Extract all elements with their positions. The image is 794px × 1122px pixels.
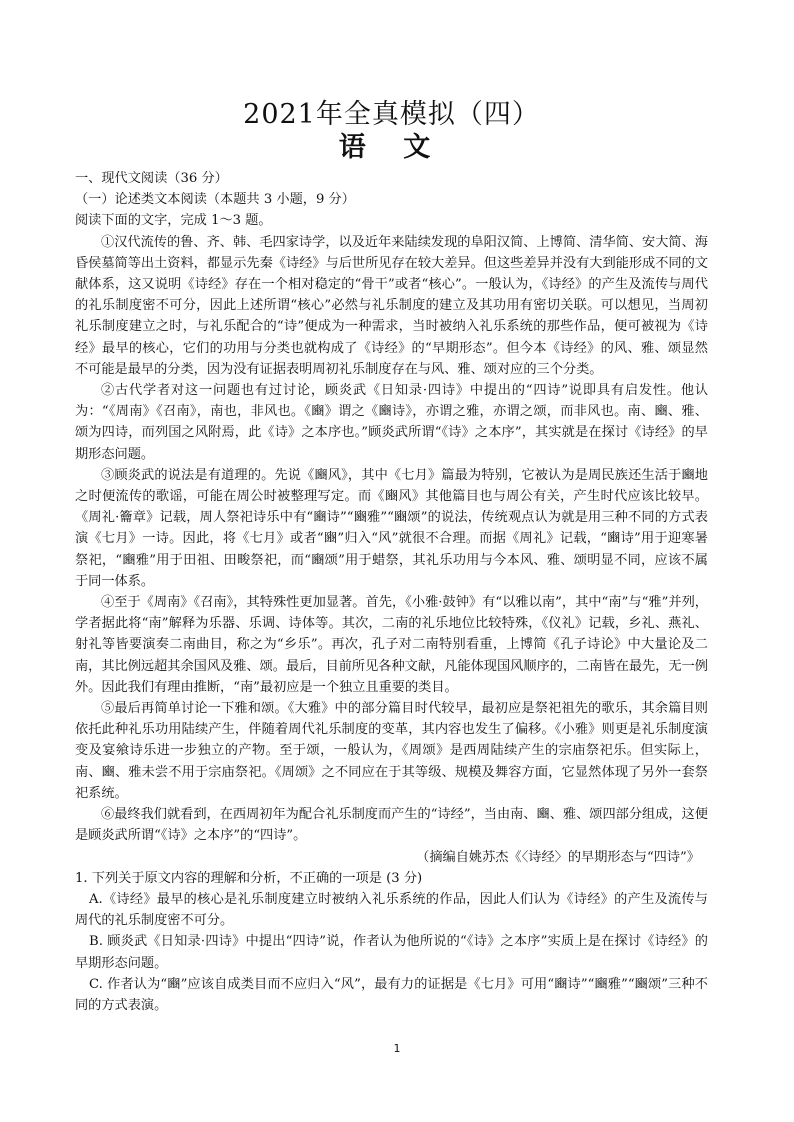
section-heading: 一、现代文阅读（36 分） — [75, 171, 228, 186]
article-paragraph-1: ①汉代流传的鲁、齐、韩、毛四家诗学，以及近年来陆续发现的阜阳汉简、上博简、清华简、安大简、海昏侯墓简等出土资料，都显示先秦《诗经》与后世所见存在较大差异。但这些差异并没有大到能形成不同的文献体系，这又说明《诗经》存在一个相对稳定的“骨干”或者“核心”。一般认为，《诗经》的产生及流传与周代的礼乐制度密不可分，因此上述所谓“核心”必然与礼乐制度的建立及其功用有密切关联。可以想见，当周初礼乐制度建立之时，与礼乐配合的“诗”便成为一种需求，当时被纳入礼乐系统的那些作品，便可被视为《诗经》最早的核心，它们的功用与分类也就构成了《诗经》的“早期形态”。但今本《诗经》的风、雅、颂显然不可能是最早的分类，因为没有证据表明周初礼乐制度存在与风、雅、颂对应的三个分类。 — [75, 234, 708, 377]
article-paragraph-3: ③顾炎武的说法是有道理的。先说《豳风》，其中《七月》篇最为特别，它被认为是周民族还生活于豳地之时便流传的歌谣，可能在周公时被整理写定。而《豳风》其他篇目也与周公有关，产生时代应该比较早。《周礼·籥章》记载，周人祭祀诗乐中有“豳诗”“豳雅”“豳颂”的说法，传统观点认为就是用三种不同的方式表演《七月》一诗。因此，将《七月》或者“豳”归入“风”就很不合理。而据《周礼》记载，“豳诗”用于迎寒暑祭祀，“豳雅”用于田祖、田畯祭祀，而“豳颂”用于蜡祭，其礼乐功用与今本风、雅、颂明显不同，应该不属于同一体系。 — [75, 467, 708, 589]
article-paragraph-4: ④至于《周南》《召南》，其特殊性更加显著。首先，《小雅·鼓钟》有“以雅以南”，其中“南”与“雅”并列，学者据此将“南”解释为乐器、乐调、诗体等。其次，二南的礼乐地位比较特殊，《仪礼》记载，乡礼、燕礼、射礼等皆要演奏二南曲目，称之为“乡乐”。再次，孔子对二南特别看重，上博简《孔子诗论》中大量论及二南，其比例远超其余国风及雅、颂。最后，目前所见各种文献，凡能体现国风顺序的，二南皆在最先，无一例外。因此我们有理由推断，“南”最初应是一个独立且重要的类目。 — [75, 595, 708, 695]
sub-section-heading: （一）论述类文本阅读（本题共 3 小题，9 分） — [75, 192, 355, 208]
option-a: A.《诗经》最早的核心是礼乐制度建立时被纳入礼乐系统的作品，因此人们认为《诗经》的产生及流传与周代的礼乐制度密不可分。 — [75, 891, 708, 929]
article-paragraph-6: ⑥最终我们就看到，在西周初年为配合礼乐制度而产生的“诗经”，当由南、豳、雅、颂四部分组成，这便是顾炎武所谓“《诗》之本序”的“四诗”。 — [75, 807, 708, 844]
article-paragraph-5: ⑤最后再简单讨论一下雅和颂。《大雅》中的部分篇目时代较早，最初应是祭祀祖先的歌乐，其余篇目则依托此种礼乐功用陆续产生，伴随着周代礼乐制度的变革，其内容也发生了偏移。《小雅》则更是礼乐制度演变及宴飨诗乐进一步独立的产物。至于颂，一般认为，《周颂》是西周陆续产生的宗庙祭祀乐。但实际上，南、豳、雅未尝不用于宗庙祭祀。《周颂》之不同应在于其等级、规模及舞容方面，它显然体现了另外一套祭祀系统。 — [75, 701, 708, 801]
article-source: （摘编自姚苏杰《〈诗经〉的早期形态与“四诗”》 — [416, 849, 700, 865]
page-number: 1 — [393, 1042, 401, 1055]
subject-title: 语 文 — [338, 132, 445, 163]
question-stem: 1. 下列关于原文内容的理解和分析，不正确的一项是 (3 分) — [75, 870, 423, 886]
article-paragraph-2: ②古代学者对这一问题也有过讨论，顾炎武《日知录·四诗》中提出的“四诗”说即具有启发性。他认为：“《周南》《召南》，南也，非风也。《豳》谓之《豳诗》，亦谓之雅，亦谓之颂，而非风也。南、豳、雅、颂为四诗，而列国之风附焉，此《诗》之本序也。”顾炎武所谓“《诗》之本序”，其实就是在探讨《诗经》的早期形态问题。 — [75, 383, 708, 462]
reading-instruction: 阅读下面的文字，完成 1～3 题。 — [75, 213, 272, 229]
exam-title: 2021年全真模拟（四） — [243, 99, 540, 130]
option-b: B. 顾炎武《日知录·四诗》中提出“四诗”说，作者认为他所说的“《诗》之本序”实质上是在探讨《诗经》的早期形态问题。 — [75, 934, 708, 971]
option-c: C. 作者认为“豳”应该自成类目而不应归入“风”，最有力的证据是《七月》可用“豳诗”“豳雅”“豳颂”三种不同的方式表演。 — [75, 976, 708, 1013]
